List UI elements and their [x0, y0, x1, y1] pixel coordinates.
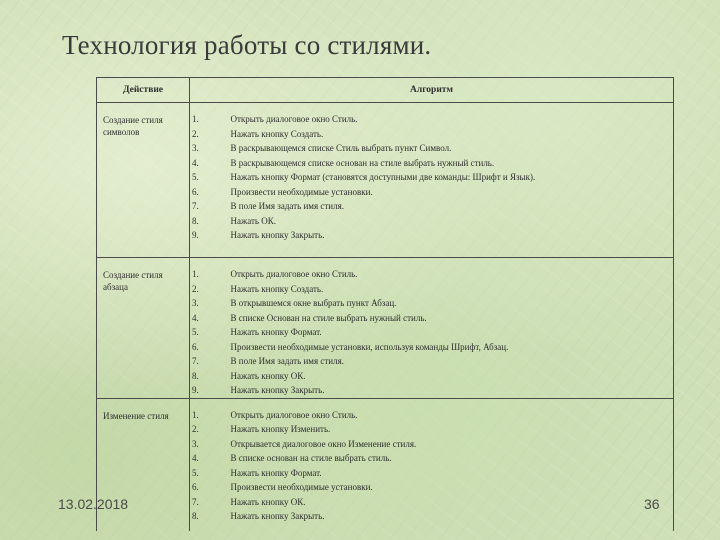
- footer-date: 13.02.2018: [58, 496, 129, 512]
- step-number: 6.: [192, 341, 199, 352]
- step-number: 6.: [192, 482, 199, 492]
- step-number: 3.: [192, 143, 199, 153]
- step-numbers-cell: [190, 258, 217, 399]
- step-number: 5.: [192, 467, 199, 478]
- step-number: 4.: [192, 312, 199, 323]
- action-cell: Создание стиля абзаца: [97, 258, 190, 399]
- step-text: В раскрывающемся списке основан на стиле выбрать нужный стиль.: [230, 157, 495, 168]
- step-number: 5.: [192, 327, 199, 337]
- table-header-row: [97, 78, 674, 103]
- step-text: Произвести необходимые установки.: [230, 482, 373, 492]
- step-text: Нажать кнопку Формат.: [230, 467, 322, 478]
- step-text: Произвести необходимые установки, используя команды Шрифт, Абзац.: [230, 341, 509, 352]
- step-number: 4.: [192, 157, 199, 168]
- step-number: 7.: [192, 356, 199, 366]
- steps-cell: [217, 258, 674, 399]
- step-number: 4.: [192, 453, 199, 463]
- header-action: Действие: [97, 78, 190, 103]
- step-number: 8.: [192, 215, 199, 226]
- step-text: Произвести необходимые установки.: [230, 186, 373, 197]
- algorithm-table: [96, 77, 674, 531]
- step-number: 2.: [192, 128, 199, 139]
- step-text: Нажать кнопку Формат.: [230, 327, 322, 337]
- step-text: В раскрывающемся списке Стиль выбрать пункт Символ.: [230, 143, 452, 153]
- step-text: Нажать кнопку Создать.: [230, 283, 324, 294]
- step-text: Нажать кнопку Закрыть.: [230, 230, 325, 240]
- step-text: В поле Имя задать имя стиля.: [230, 201, 344, 211]
- step-text: Открыть диалоговое окно Стиль.: [230, 269, 358, 279]
- step-text: В открывшемся окне выбрать пункт Абзац.: [230, 298, 397, 308]
- step-text: Нажать кнопку Закрыть.: [230, 511, 325, 521]
- step-text: Нажать ОК.: [230, 215, 277, 226]
- steps-cell: [217, 103, 674, 258]
- step-number: 7.: [192, 496, 199, 507]
- step-text: Нажать кнопку Формат (становятся доступными две команды: Шрифт и Язык).: [230, 172, 536, 182]
- step-text: Нажать кнопку ОК.: [230, 370, 306, 381]
- step-text: Нажать кнопку ОК.: [230, 496, 306, 507]
- action-cell: Создание стиля символов: [97, 103, 190, 258]
- step-number: 9.: [192, 230, 199, 240]
- step-numbers-cell: [190, 103, 217, 258]
- action-cell: Изменение стиля: [97, 398, 190, 531]
- table-row: [97, 103, 674, 258]
- step-number: 9.: [192, 385, 199, 395]
- header-algorithm: Алгоритм: [190, 78, 674, 103]
- step-number: 1.: [192, 269, 199, 279]
- step-text: В поле Имя задать имя стиля.: [230, 356, 344, 366]
- step-text: В списке основан на стиле выбрать стиль.: [230, 453, 392, 463]
- step-number: 1.: [192, 114, 199, 124]
- step-number: 3.: [192, 298, 199, 308]
- step-number: 8.: [192, 511, 199, 521]
- step-number: 1.: [192, 409, 199, 420]
- step-number: 3.: [192, 438, 199, 449]
- step-number: 8.: [192, 370, 199, 381]
- step-number: 6.: [192, 186, 199, 197]
- step-text: Нажать кнопку Изменить.: [230, 424, 331, 434]
- table-row: [97, 398, 674, 531]
- step-text: Нажать кнопку Создать.: [230, 128, 324, 139]
- step-text: Нажать кнопку Закрыть.: [230, 385, 325, 395]
- step-number: 5.: [192, 172, 199, 182]
- step-text: Открыть диалоговое окно Стиль.: [230, 114, 358, 124]
- step-number: 2.: [192, 283, 199, 294]
- page-number: 36: [644, 496, 660, 512]
- step-text: Открыть диалоговое окно Стиль.: [230, 409, 358, 420]
- step-number: 7.: [192, 201, 199, 211]
- steps-cell: [217, 398, 674, 531]
- step-text: Открывается диалоговое окно Изменение стиля.: [230, 438, 417, 449]
- step-number: 2.: [192, 424, 199, 434]
- slide-title: Технология работы со стилями.: [62, 30, 432, 60]
- step-numbers-cell: [190, 398, 217, 531]
- table-row: [97, 258, 674, 399]
- step-text: В списке Основан на стиле выбрать нужный стиль.: [230, 312, 427, 323]
